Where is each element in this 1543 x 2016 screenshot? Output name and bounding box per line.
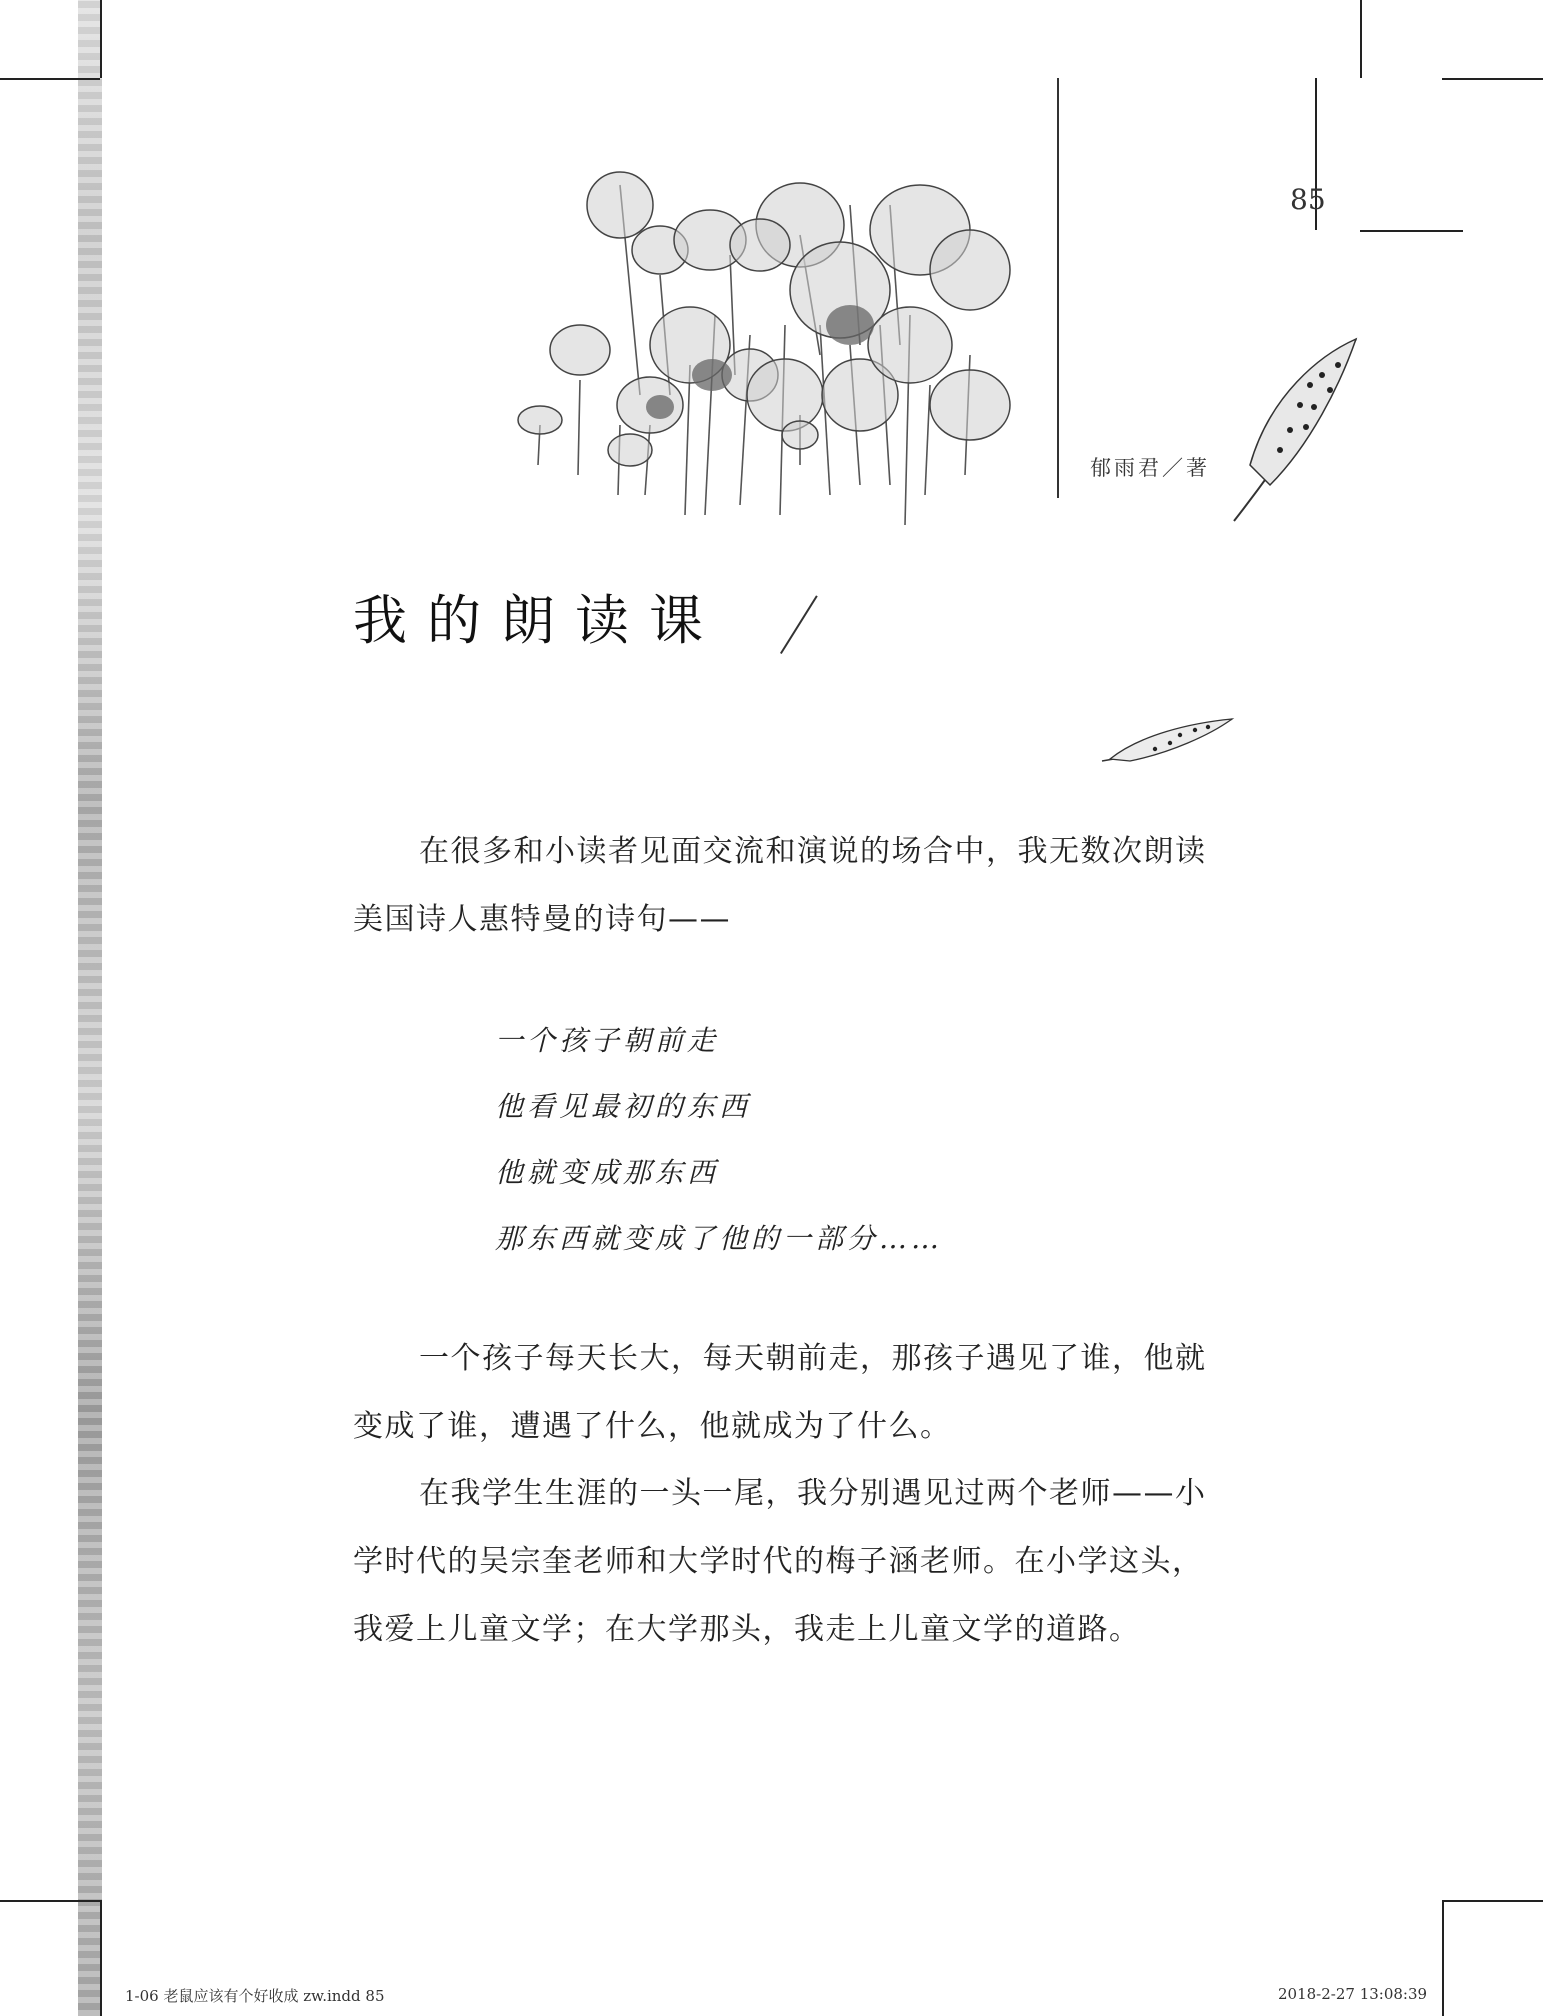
- crop-mark: [1360, 230, 1463, 232]
- crop-mark: [1442, 78, 1543, 80]
- poem-line: 他看见最初的东西: [495, 1090, 752, 1123]
- poem-line: 他就变成那东西: [495, 1156, 720, 1189]
- flower-sketch-illustration: [500, 95, 1060, 535]
- page-number: 85: [1290, 183, 1326, 216]
- crop-mark: [1360, 0, 1362, 78]
- poem-block: [495, 1008, 943, 1272]
- crop-mark: [1442, 1900, 1543, 1902]
- crop-mark: [100, 1900, 102, 2016]
- feather-illustration: [1230, 335, 1360, 525]
- crop-mark: [0, 1900, 100, 1902]
- crop-mark: [100, 0, 102, 78]
- vertical-rule: [1057, 78, 1059, 498]
- paragraph: 在我学生生涯的一头一尾，我分别遇见过两个老师——小学时代的吴宗奎老师和大学时代的梅子涵老师。在小学这头，我爱上儿童文学；在大学那头，我走上儿童文学的道路。: [353, 1476, 1207, 1647]
- small-feather-illustration: [1100, 715, 1235, 765]
- crop-mark: [0, 78, 100, 80]
- footer-file-info: 1-06 老鼠应该有个好收成 zw.indd 85: [125, 1987, 385, 2005]
- article-title: 我的朗读课: [353, 589, 723, 652]
- author-credit: 郁雨君／著: [1090, 456, 1210, 480]
- footer-timestamp: 2018-2-27 13:08:39: [1278, 1985, 1428, 2003]
- paragraph: 一个孩子每天长大，每天朝前走，那孩子遇见了谁，他就变成了谁，遭遇了什么，他就成为了什么。: [353, 1341, 1207, 1444]
- watercolor-border: [78, 0, 102, 2016]
- paragraph: 在很多和小读者见面交流和演说的场合中，我无数次朗读美国诗人惠特曼的诗句——: [353, 834, 1207, 937]
- title-slash-mark: [780, 595, 818, 654]
- poem-line: 一个孩子朝前走: [495, 1024, 720, 1057]
- crop-mark: [1442, 1900, 1444, 2016]
- poem-line: 那东西就变成了他的一部分……: [495, 1222, 944, 1255]
